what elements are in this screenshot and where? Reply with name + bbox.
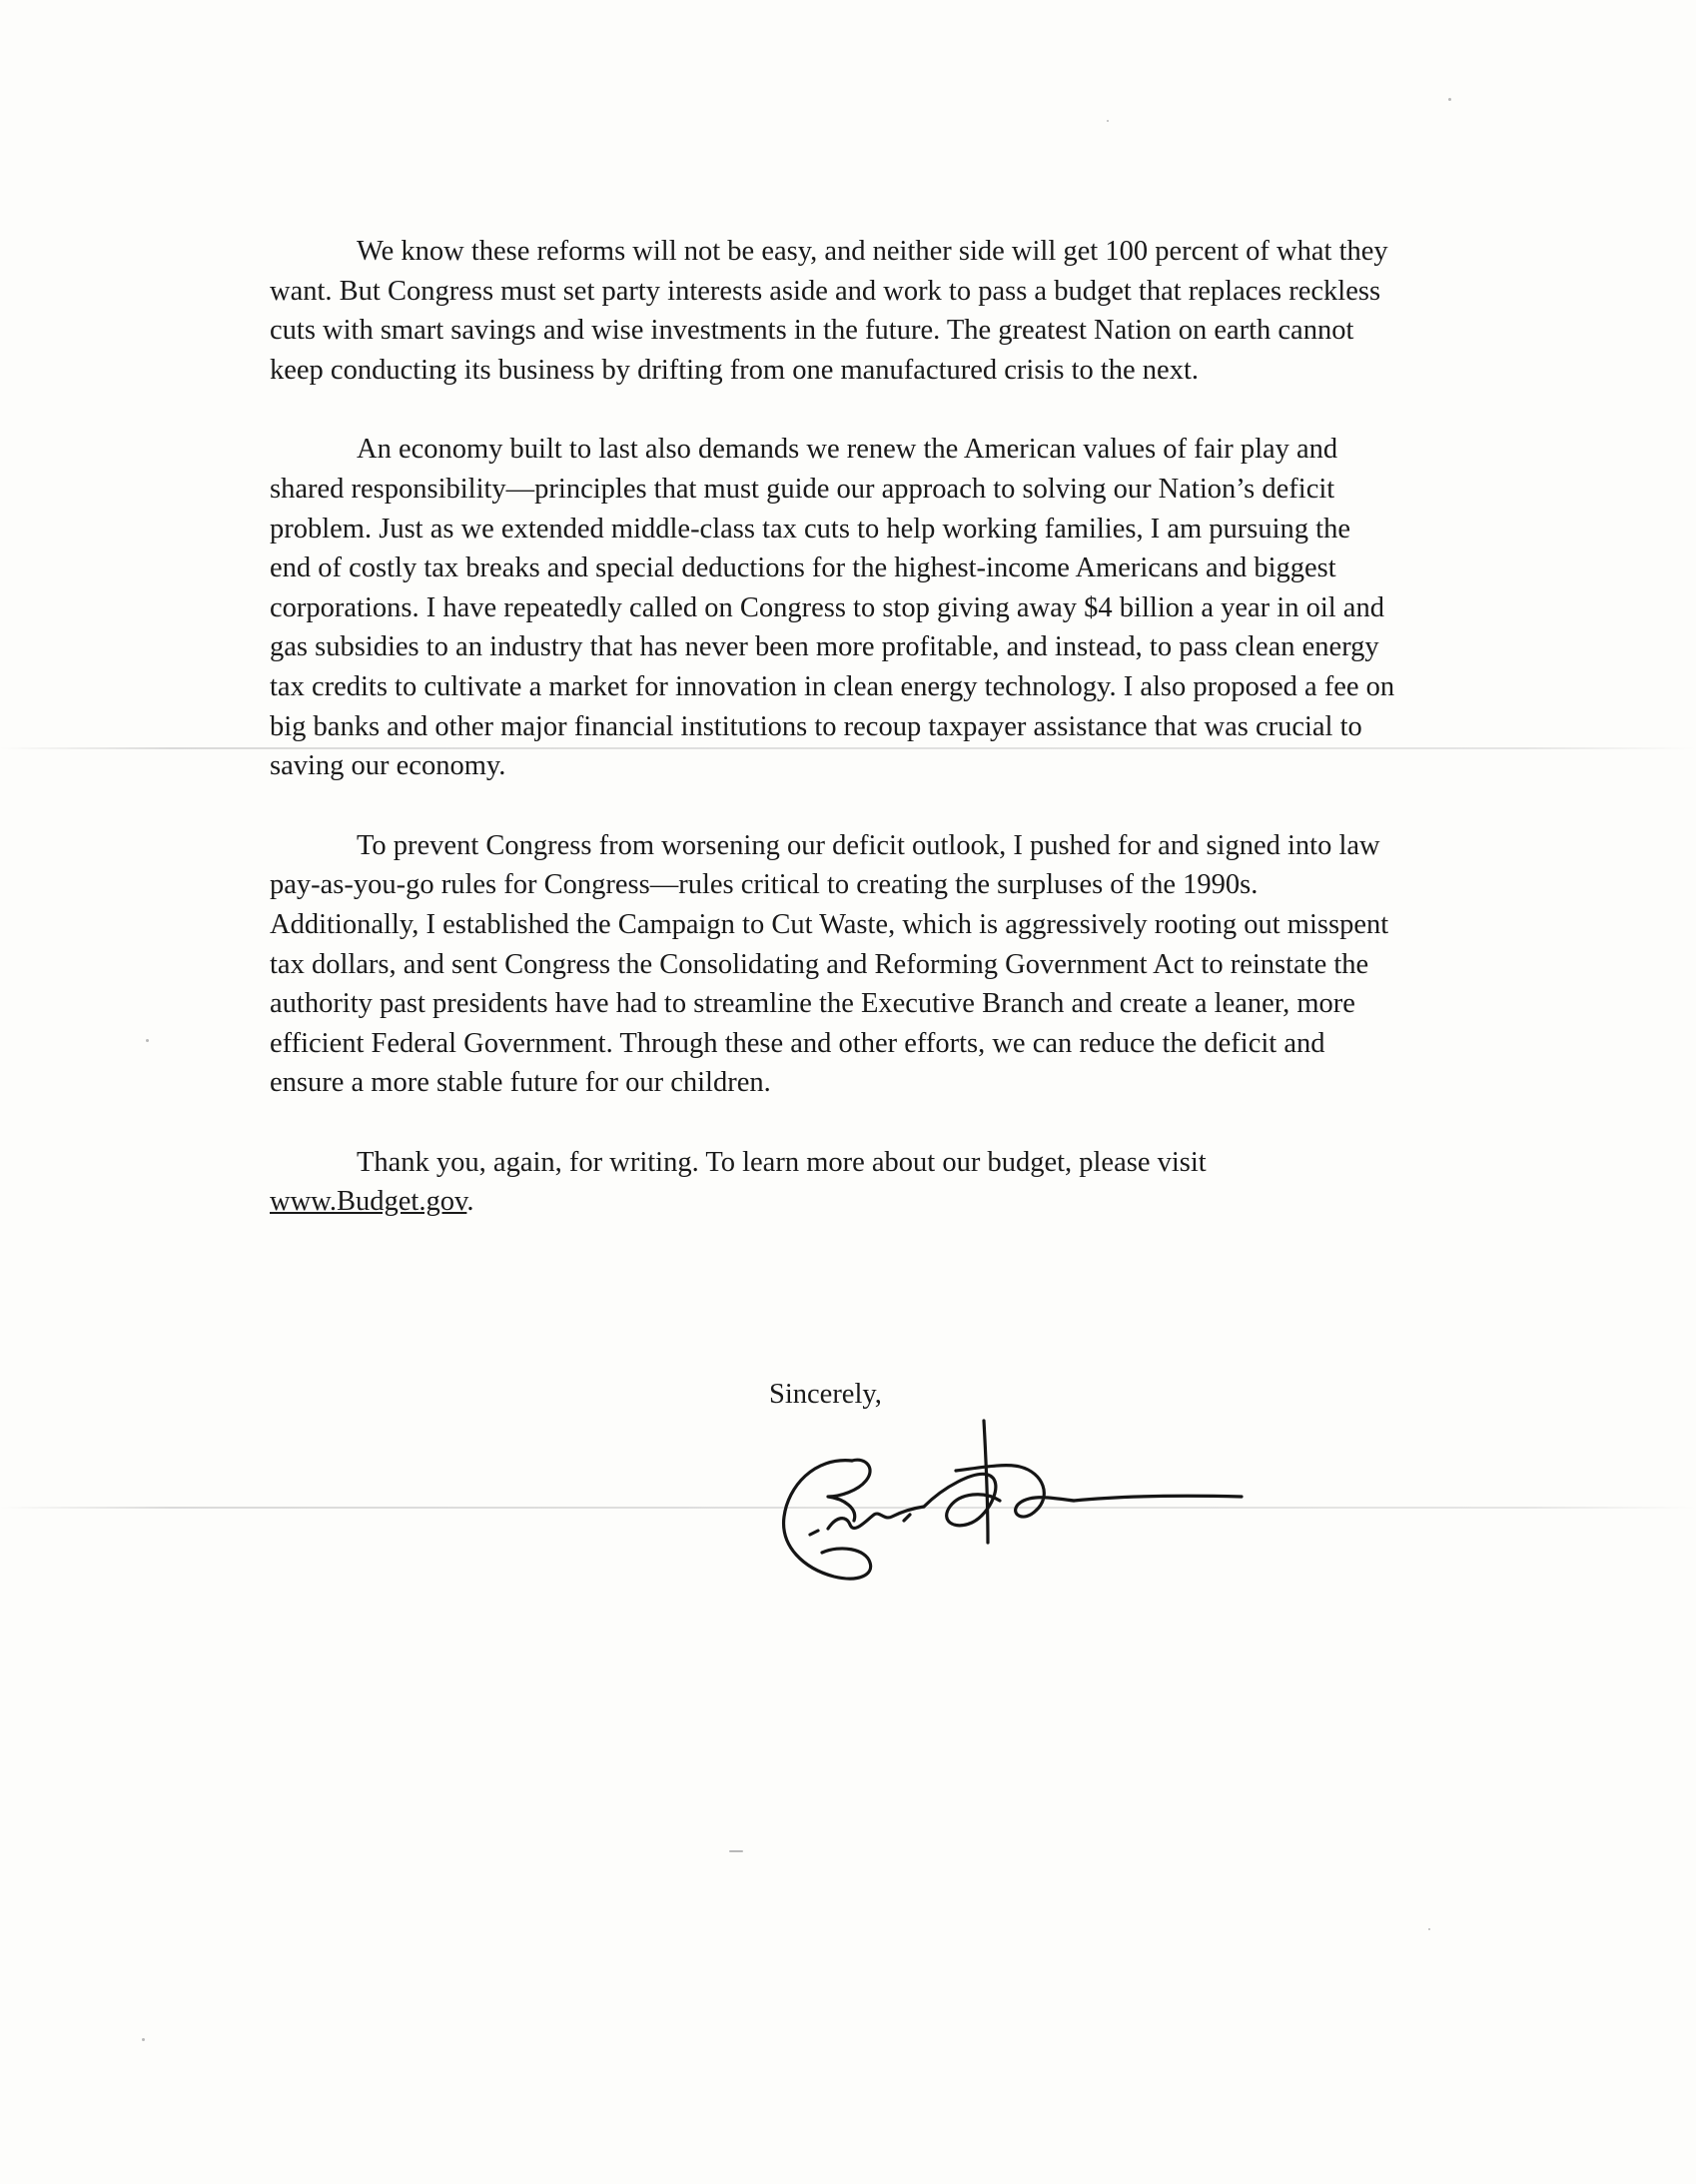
paper-speck [1107, 120, 1109, 122]
paragraph-thank-you [270, 1143, 1396, 1222]
paragraph-economy: An economy built to last also demands we renew the American values of fair play and shared responsibility—principles that must guide our approach to solving our Nation’s deficit problem. Just as we extended middle-class tax cuts to help working families, I am pursuing the end of costly tax breaks and special deductions for the highest-income Americans and biggest corporations. I have repeatedly called on Congress to stop giving away $4 billion a year in oil and gas subsidies to an industry that has never been more profitable, and instead, to pass clean energy tax credits to cultivate a market for innovation in clean energy technology. I also proposed a fee on big banks and other major financial institutions to recoup taxpayer assistance that was crucial to saving our economy. [270, 434, 1395, 782]
paper-speck [1428, 1928, 1430, 1930]
thank-you-period: . [466, 1186, 474, 1218]
paragraph-deficit: To prevent Congress from worsening our deficit outlook, I pushed for and signed into law pay-as-you-go rules for Congress—rules critical to creating the surpluses of the 1990s. Additionally, I established the Campaign to Cut Waste, which is aggressively rooting out misspent tax dollars, and sent Congress the Consolidating and Reforming Government Act to reinstate the authority past presidents have had to streamline the Executive Branch and create a leaner, more efficient Federal Government. Through these and other efforts, we can reduce the deficit and ensure a more stable future for our children. [270, 829, 1389, 1099]
closing-salutation: Sincerely, [769, 1379, 882, 1410]
handwritten-signature-icon [774, 1417, 1244, 1607]
budget-gov-link[interactable]: www.Budget.gov [270, 1186, 467, 1218]
paragraph-reforms: We know these reforms will not be easy, and neither side will get 100 percent of what they want. But Congress must set party interests aside and work to pass a budget that replaces reckless cuts with smart savings and wise investments in the future. The greatest Nation on earth cannot keep conducting its business by drifting from one manufactured crisis to the next. [270, 236, 1388, 386]
thank-you-text: Thank you, again, for writing. To learn more about our budget, please visit [357, 1146, 1207, 1178]
letter-body [270, 232, 1396, 1222]
paper-speck [729, 1850, 743, 1852]
paper-speck [146, 1039, 149, 1042]
paper-speck [142, 2038, 145, 2041]
paper-speck [1448, 98, 1451, 101]
